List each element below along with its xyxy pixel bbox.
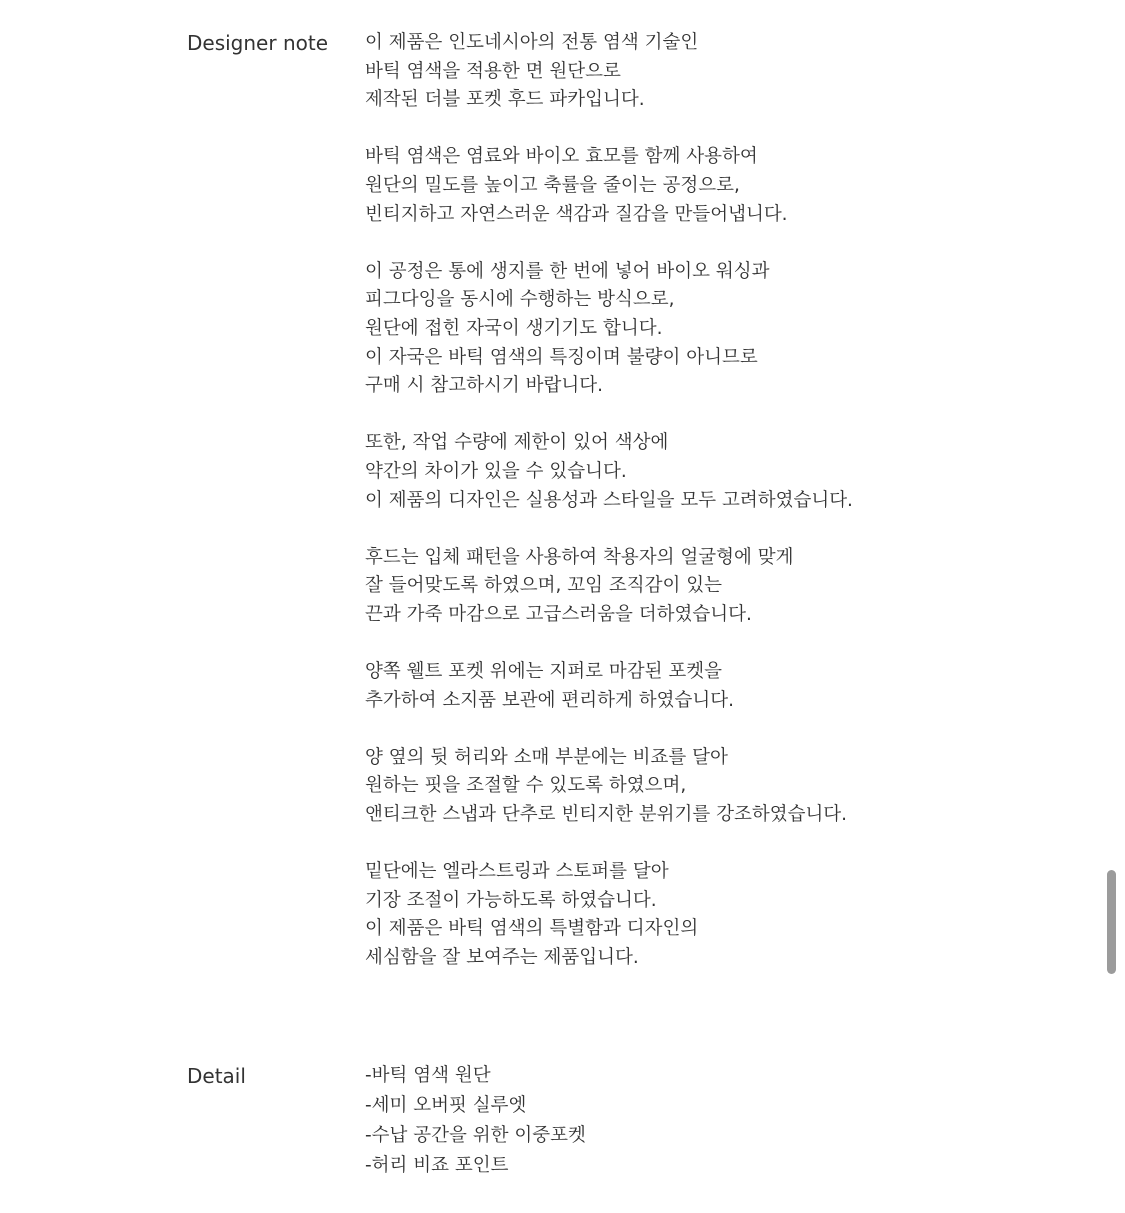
designer-note-line: 이 제품은 인도네시아의 전통 염색 기술인 — [365, 32, 699, 53]
designer-note-line: 후드는 입체 패턴을 사용하여 착용자의 얼굴형에 맞게 — [365, 546, 794, 568]
designer-note-line: 양 옆의 뒷 허리와 소매 부분에는 비죠를 달아 — [365, 746, 728, 768]
designer-note-paragraph — [365, 143, 853, 229]
detail-item: -허리 비죠 포인트 — [365, 1155, 509, 1176]
designer-note-line: 이 제품의 디자인은 실용성과 스타일을 모두 고려하였습니다. — [365, 489, 853, 511]
designer-note-line: 원단에 접힌 자국이 생기기도 합니다. — [365, 317, 663, 339]
designer-note-line: 원단의 밀도를 높이고 축률을 줄이는 공정으로, — [365, 174, 740, 196]
designer-note-line: 원하는 핏을 조절할 수 있도록 하였으며, — [365, 775, 687, 797]
designer-note-line: 잘 들어맞도록 하였으며, 꼬임 조직감이 있는 — [365, 575, 722, 597]
detail-item: -수납 공간을 위한 이중포켓 — [365, 1125, 586, 1146]
designer-note-line: 양쪽 웰트 포켓 위에는 지퍼로 마감된 포켓을 — [365, 661, 722, 683]
designer-note-line: 이 제품은 바틱 염색의 특별함과 디자인의 — [365, 918, 699, 940]
designer-note-paragraph — [365, 544, 853, 630]
designer-note-line: 또한, 작업 수량에 제한이 있어 색상에 — [365, 432, 669, 454]
designer-note-line: 밑단에는 엘라스트링과 스토퍼를 달아 — [365, 861, 669, 883]
designer-note-line: 기장 조절이 가능하도록 하였습니다. — [365, 889, 657, 911]
detail-item: -세미 오버핏 실루엣 — [365, 1095, 527, 1116]
designer-note-paragraph — [365, 29, 853, 115]
designer-note-label: Designer note — [187, 31, 328, 55]
designer-note-line: 바틱 염색을 적용한 면 원단으로 — [365, 60, 621, 82]
designer-note-line: 세심함을 잘 보여주는 제품입니다. — [365, 947, 639, 968]
designer-note-line: 추가하여 소지품 보관에 편리하게 하였습니다. — [365, 689, 734, 711]
designer-note-line: 빈티지하고 자연스러운 색감과 질감을 만들어냅니다. — [365, 203, 788, 225]
designer-note-line: 제작된 더블 포켓 후드 파카입니다. — [365, 89, 645, 111]
designer-note-paragraph — [365, 429, 853, 515]
detail-label: Detail — [187, 1064, 246, 1088]
detail-item: -바틱 염색 원단 — [365, 1065, 491, 1086]
detail-list — [365, 1061, 586, 1181]
designer-note-line: 피그다잉을 동시에 수행하는 방식으로, — [365, 289, 675, 311]
designer-note-body — [365, 29, 853, 1001]
designer-note-line: 바틱 염색은 염료와 바이오 효모를 함께 사용하여 — [365, 146, 758, 168]
designer-note-paragraph — [365, 744, 853, 830]
designer-note-paragraph — [365, 658, 853, 715]
designer-note-line: 이 공정은 통에 생지를 한 번에 넣어 바이오 워싱과 — [365, 260, 770, 282]
designer-note-line: 구매 시 참고하시기 바랍니다. — [365, 375, 603, 397]
designer-note-line: 약간의 차이가 있을 수 있습니다. — [365, 460, 627, 482]
designer-note-line: 앤티크한 스냅과 단추로 빈티지한 분위기를 강조하였습니다. — [365, 804, 848, 826]
designer-note-paragraph — [365, 258, 853, 401]
scrollbar-thumb[interactable] — [1107, 870, 1116, 974]
designer-note-line: 끈과 가죽 마감으로 고급스러움을 더하였습니다. — [365, 603, 752, 625]
designer-note-line: 이 자국은 바틱 염색의 특징이며 불량이 아니므로 — [365, 346, 758, 368]
designer-note-paragraph — [365, 858, 853, 972]
